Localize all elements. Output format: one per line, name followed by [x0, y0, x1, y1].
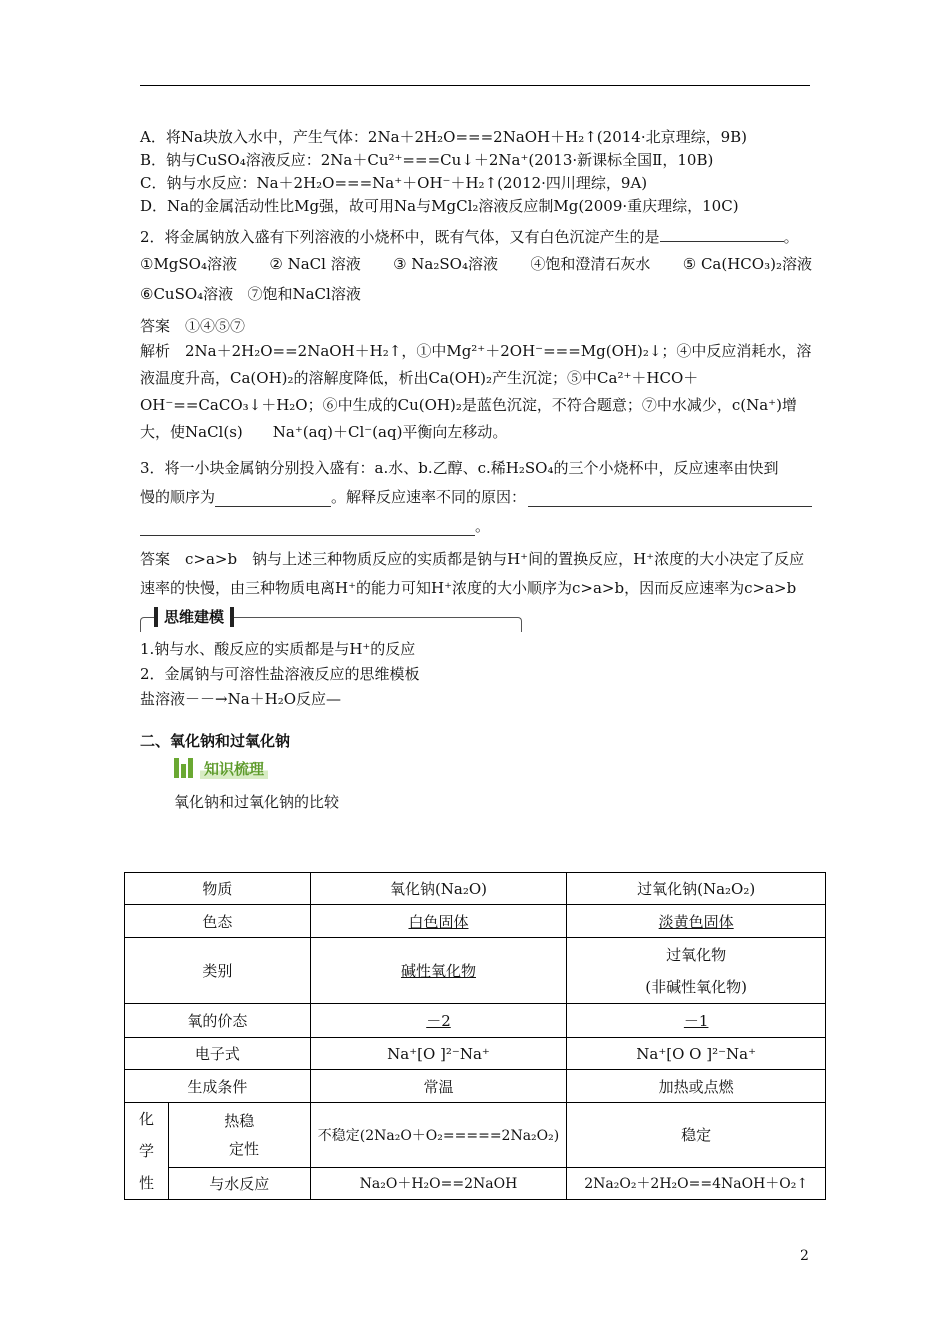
- thinking-model-box: [140, 607, 812, 633]
- header-rule: [140, 85, 810, 86]
- table-row: [125, 1167, 826, 1199]
- stability-label-2: 定性: [229, 1139, 260, 1158]
- q2-choices-line2: [140, 279, 812, 309]
- table-cell: 类别: [125, 938, 311, 1004]
- table-cell: [310, 905, 567, 938]
- q3-line3: [140, 512, 490, 541]
- table-cell: 过氧化钠(Na₂O₂): [567, 873, 826, 905]
- table-cell: 色态: [125, 905, 311, 938]
- table-cell: 加热或点燃: [567, 1070, 826, 1103]
- underlined-value: 白色固体: [408, 912, 469, 931]
- table-cell: [567, 938, 826, 1004]
- table-cell: [168, 1103, 310, 1168]
- q3-answer: 答案 c>a>b 钠与上述三种物质反应的实质都是钠与H⁺间的置换反应，H⁺浓度的大小决定了反应速率的快慢，由三种物质电离H⁺的能力可知H⁺浓度的大小顺序为c>a>b，因而反应速率为c>a>b: [140, 550, 805, 597]
- q2-answer: 答案 ①④⑤⑦: [140, 317, 246, 335]
- table-cell: 2Na₂O₂＋2H₂O==4NaOH＋O₂↑: [567, 1167, 826, 1199]
- table-cell: Na₂O＋H₂O==2NaOH: [310, 1167, 567, 1199]
- bars-icon: [174, 758, 194, 778]
- q2-stem-end: 。: [783, 228, 799, 246]
- option-c: C．钠与水反应：Na＋2H₂O===Na⁺＋OH⁻＋H₂↑(2012·四川理综，9A): [140, 174, 648, 192]
- table-cell: 生成条件: [125, 1070, 311, 1103]
- knowledge-badge: [174, 756, 812, 780]
- q2-analysis: 解析 2Na＋2H₂O==2NaOH＋H₂↑，①中Mg²⁺＋2OH⁻===Mg(OH)₂↓；④中反应消耗水，溶液温度升高，Ca(OH)₂的溶解度降低，析出Ca(OH)₂产生沉淀；⑤中Ca²⁺＋HCO＋OH⁻==CaCO₃↓＋H₂O；⑥中生成的Cu(OH)₂是蓝色沉淀，不符合题意；⑦中水减少，c(Na⁺)增大，使NaCl(s) Na⁺(aq)＋Cl⁻(aq)平衡向左移动。: [140, 342, 812, 441]
- knowledge-badge-label: 知识梳理: [200, 758, 268, 779]
- q2-stem-text: 2．将金属钠放入盛有下列溶液的小烧杯中，既有气体，又有白色沉淀产生的是: [140, 228, 660, 246]
- table-cell: Na⁺[O O ]²⁻Na⁺: [567, 1038, 826, 1070]
- q3-line3-end: 。: [474, 517, 490, 535]
- q3-reason-blank-2: [140, 521, 475, 536]
- underlined-value: －2: [426, 1012, 451, 1030]
- q2-choice-6: ⑥CuSO₄溶液: [140, 285, 234, 303]
- q2-choice-1: ①MgSO₄溶液: [140, 255, 237, 273]
- q2-choices: [140, 249, 812, 279]
- page-number: 2: [800, 1248, 809, 1264]
- underlined-value: －1: [683, 1012, 709, 1030]
- table-row: [125, 1070, 826, 1103]
- table-cell: Na⁺[O ]²⁻Na⁺: [310, 1038, 567, 1070]
- table-cell: 氧化钠(Na₂O): [310, 873, 567, 905]
- model-line-2: 2．金属钠与可溶性盐溶液反应的思维模板: [140, 665, 420, 683]
- underlined-value: 淡黄色固体: [658, 912, 734, 931]
- table-cell: [567, 905, 826, 938]
- table-cell: 稳定: [567, 1103, 826, 1168]
- table-cell: [567, 1004, 826, 1038]
- table-row: [125, 938, 826, 1004]
- category-line-2: (非碱性氧化物): [645, 977, 748, 996]
- q3-reason-label: 。解释反应速率不同的原因：: [331, 488, 527, 506]
- table-cell: [310, 938, 567, 1004]
- chem-label-2: 学: [138, 1142, 154, 1160]
- thinking-model-title: 思维建模: [154, 607, 234, 627]
- table-cell: 常温: [310, 1070, 567, 1103]
- table-caption: 氧化钠和过氧化钠的比较: [174, 793, 340, 811]
- q3-reason-blank: [528, 492, 812, 507]
- table-cell: 物质: [125, 873, 311, 905]
- table-cell: 与水反应: [168, 1167, 310, 1199]
- model-line-3: 盐溶液－－→Na＋H₂O反应—: [140, 690, 342, 708]
- q2-choice-7: ⑦饱和NaCl溶液: [247, 285, 361, 303]
- page-content: [140, 126, 812, 829]
- q3-order-label: 慢的顺序为: [140, 488, 216, 506]
- table-row: [125, 1004, 826, 1038]
- q3-order-blank: [215, 492, 331, 507]
- q3-stem: 3．将一小块金属钠分别投入盛有：a.水、b.乙醇、c.稀H₂SO₄的三个小烧杯中，反应速率由快到: [140, 459, 779, 477]
- chem-label-1: 化: [138, 1110, 154, 1128]
- q2-stem: [140, 226, 812, 249]
- category-line-1: 过氧化物: [666, 945, 727, 964]
- chem-label-3: 性: [138, 1174, 154, 1192]
- option-b: B．钠与CuSO₄溶液反应：2Na＋Cu²⁺===Cu↓＋2Na⁺(2013·新课标全国Ⅱ，10B): [140, 151, 714, 169]
- table-row: [125, 873, 826, 905]
- q2-choice-4: ④饱和澄清石灰水: [530, 255, 651, 273]
- option-a: A．将Na块放入水中，产生气体：2Na＋2H₂O===2NaOH＋H₂↑(2014·北京理综，9B): [140, 128, 748, 146]
- q2-choice-5: ⑤ Ca(HCO₃)₂溶液: [682, 255, 812, 273]
- section-heading: 二、氧化钠和过氧化钠: [140, 732, 291, 750]
- table-cell: 氧的价态: [125, 1004, 311, 1038]
- underlined-value: 碱性氧化物: [400, 962, 476, 980]
- table-cell: 电子式: [125, 1038, 311, 1070]
- stability-label-1: 热稳: [224, 1111, 255, 1130]
- table-cell: [125, 1103, 169, 1200]
- table-row: [125, 1103, 826, 1168]
- q2-blank: [660, 227, 784, 242]
- model-line-1: 1.钠与水、酸反应的实质都是与H⁺的反应: [140, 640, 416, 658]
- q2-choice-3: ③ Na₂SO₄溶液: [393, 255, 498, 273]
- table-cell: 不稳定(2Na₂O＋O₂=====2Na₂O₂): [310, 1103, 567, 1168]
- option-d: D．Na的金属活动性比Mg强，故可用Na与MgCl₂溶液反应制Mg(2009·重庆理综，10C): [140, 197, 739, 215]
- comparison-table: [124, 872, 826, 1200]
- table-row: [125, 1038, 826, 1070]
- table-row: [125, 905, 826, 938]
- q2-choice-2: ② NaCl 溶液: [269, 255, 361, 273]
- q3-line2: [140, 483, 812, 512]
- table-cell: [310, 1004, 567, 1038]
